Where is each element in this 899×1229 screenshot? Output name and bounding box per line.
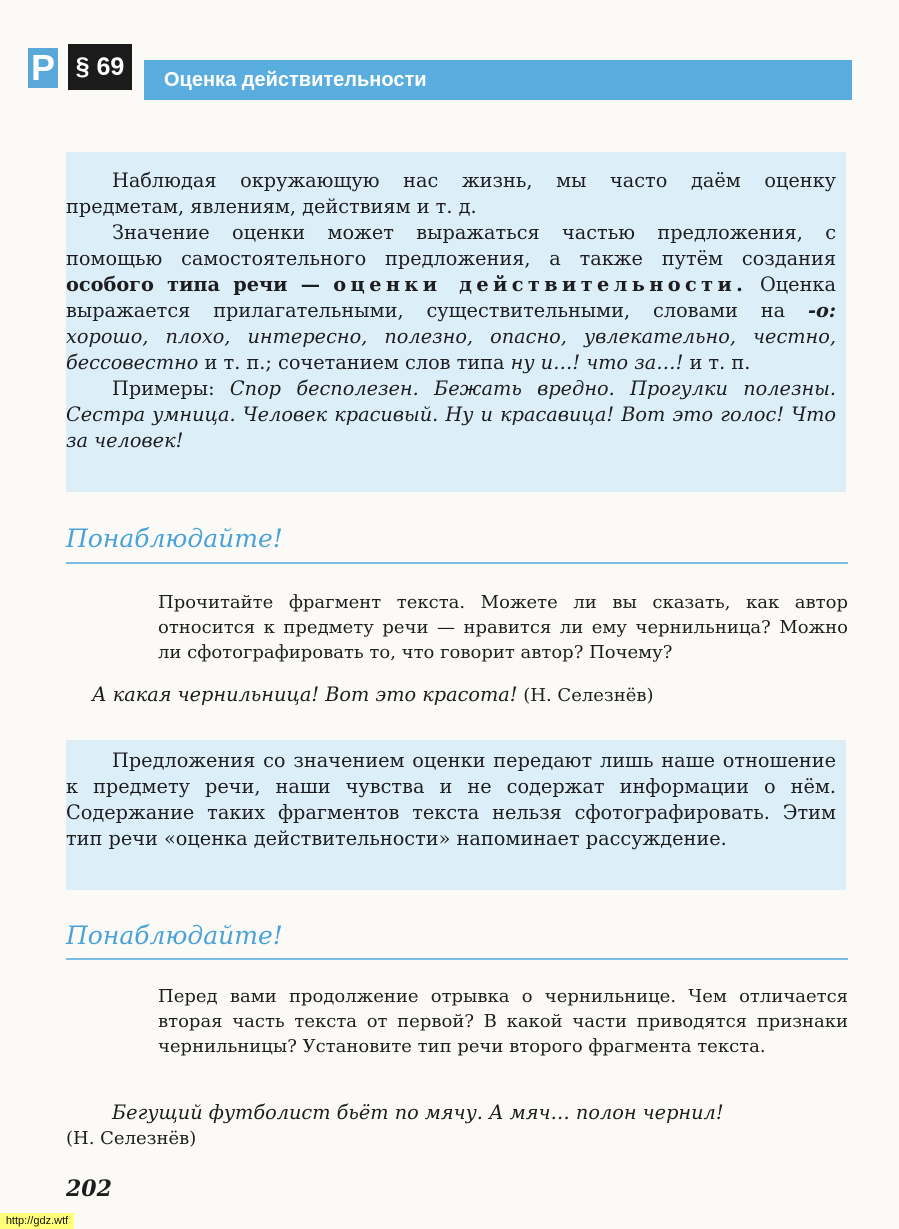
heading-rule-1	[66, 562, 848, 564]
section-header	[28, 44, 852, 104]
theory-paragraph-1: Наблюдая окружающую нас жизнь, мы часто даём оценку предметам, явлениям, действиям и т. д.	[66, 169, 836, 218]
section-number: § 69	[68, 44, 132, 90]
observe-quote-2: Бегущий футболист бьёт по мячу. А мяч… полон чернил! (Н. Селезнёв)	[66, 1101, 724, 1149]
section-badge-r: Р	[28, 48, 58, 88]
footer-link[interactable]: http://gdz.wtf	[0, 1213, 74, 1229]
theory-paragraph-2: Значение оценки может выражаться частью предложения, с помощью самостоятельного предложения, а также путём создания особого типа речи — оценки действительности. Оценка выражается прилагательными, существительными, словами на -о: хорошо, плохо, интересно, полезно, опасно, увлекательно, честно, бессовестно и т. п.; сочетанием слов типа ну и…! что за…! и т. п.	[66, 221, 836, 374]
observe-heading-1: Понаблюдайте!	[66, 524, 283, 553]
heading-rule-2	[66, 958, 848, 960]
page-number: 202	[66, 1176, 112, 1202]
theory-paragraph-3: Примеры: Спор бесполезен. Бежать вредно. Прогулки полезны. Сестра умница. Человек красивый. Ну и красавица! Вот это голос! Что за человек!	[66, 377, 836, 452]
rule-text: Предложения со значением оценки передают лишь наше отношение к предмету речи, наши чувства и не содержат информации о нём. Содержание таких фрагментов текста нельзя сфотографировать. Этим тип речи «оценка действительности» напоминает рассуждение.	[66, 749, 836, 850]
observe-task-1: Прочитайте фрагмент текста. Можете ли вы сказать, как автор относится к предмету речи — нравится ли ему чернильница? Можно ли сфотографировать то, что говорит автор? Почему?	[158, 592, 848, 663]
theory-text	[66, 168, 836, 454]
observe-task-2: Перед вами продолжение отрывка о чернильнице. Чем отличается вторая часть текста от первой? В какой части приводятся признаки чернильницы? Установите тип речи второго фрагмента текста.	[158, 986, 848, 1057]
title-bar	[144, 60, 852, 100]
section-title: Оценка действительности	[164, 69, 427, 91]
observe-quote-1: А какая чернильница! Вот это красота! (Н. Селезнёв)	[92, 683, 654, 706]
observe-heading-2: Понаблюдайте!	[66, 921, 283, 950]
